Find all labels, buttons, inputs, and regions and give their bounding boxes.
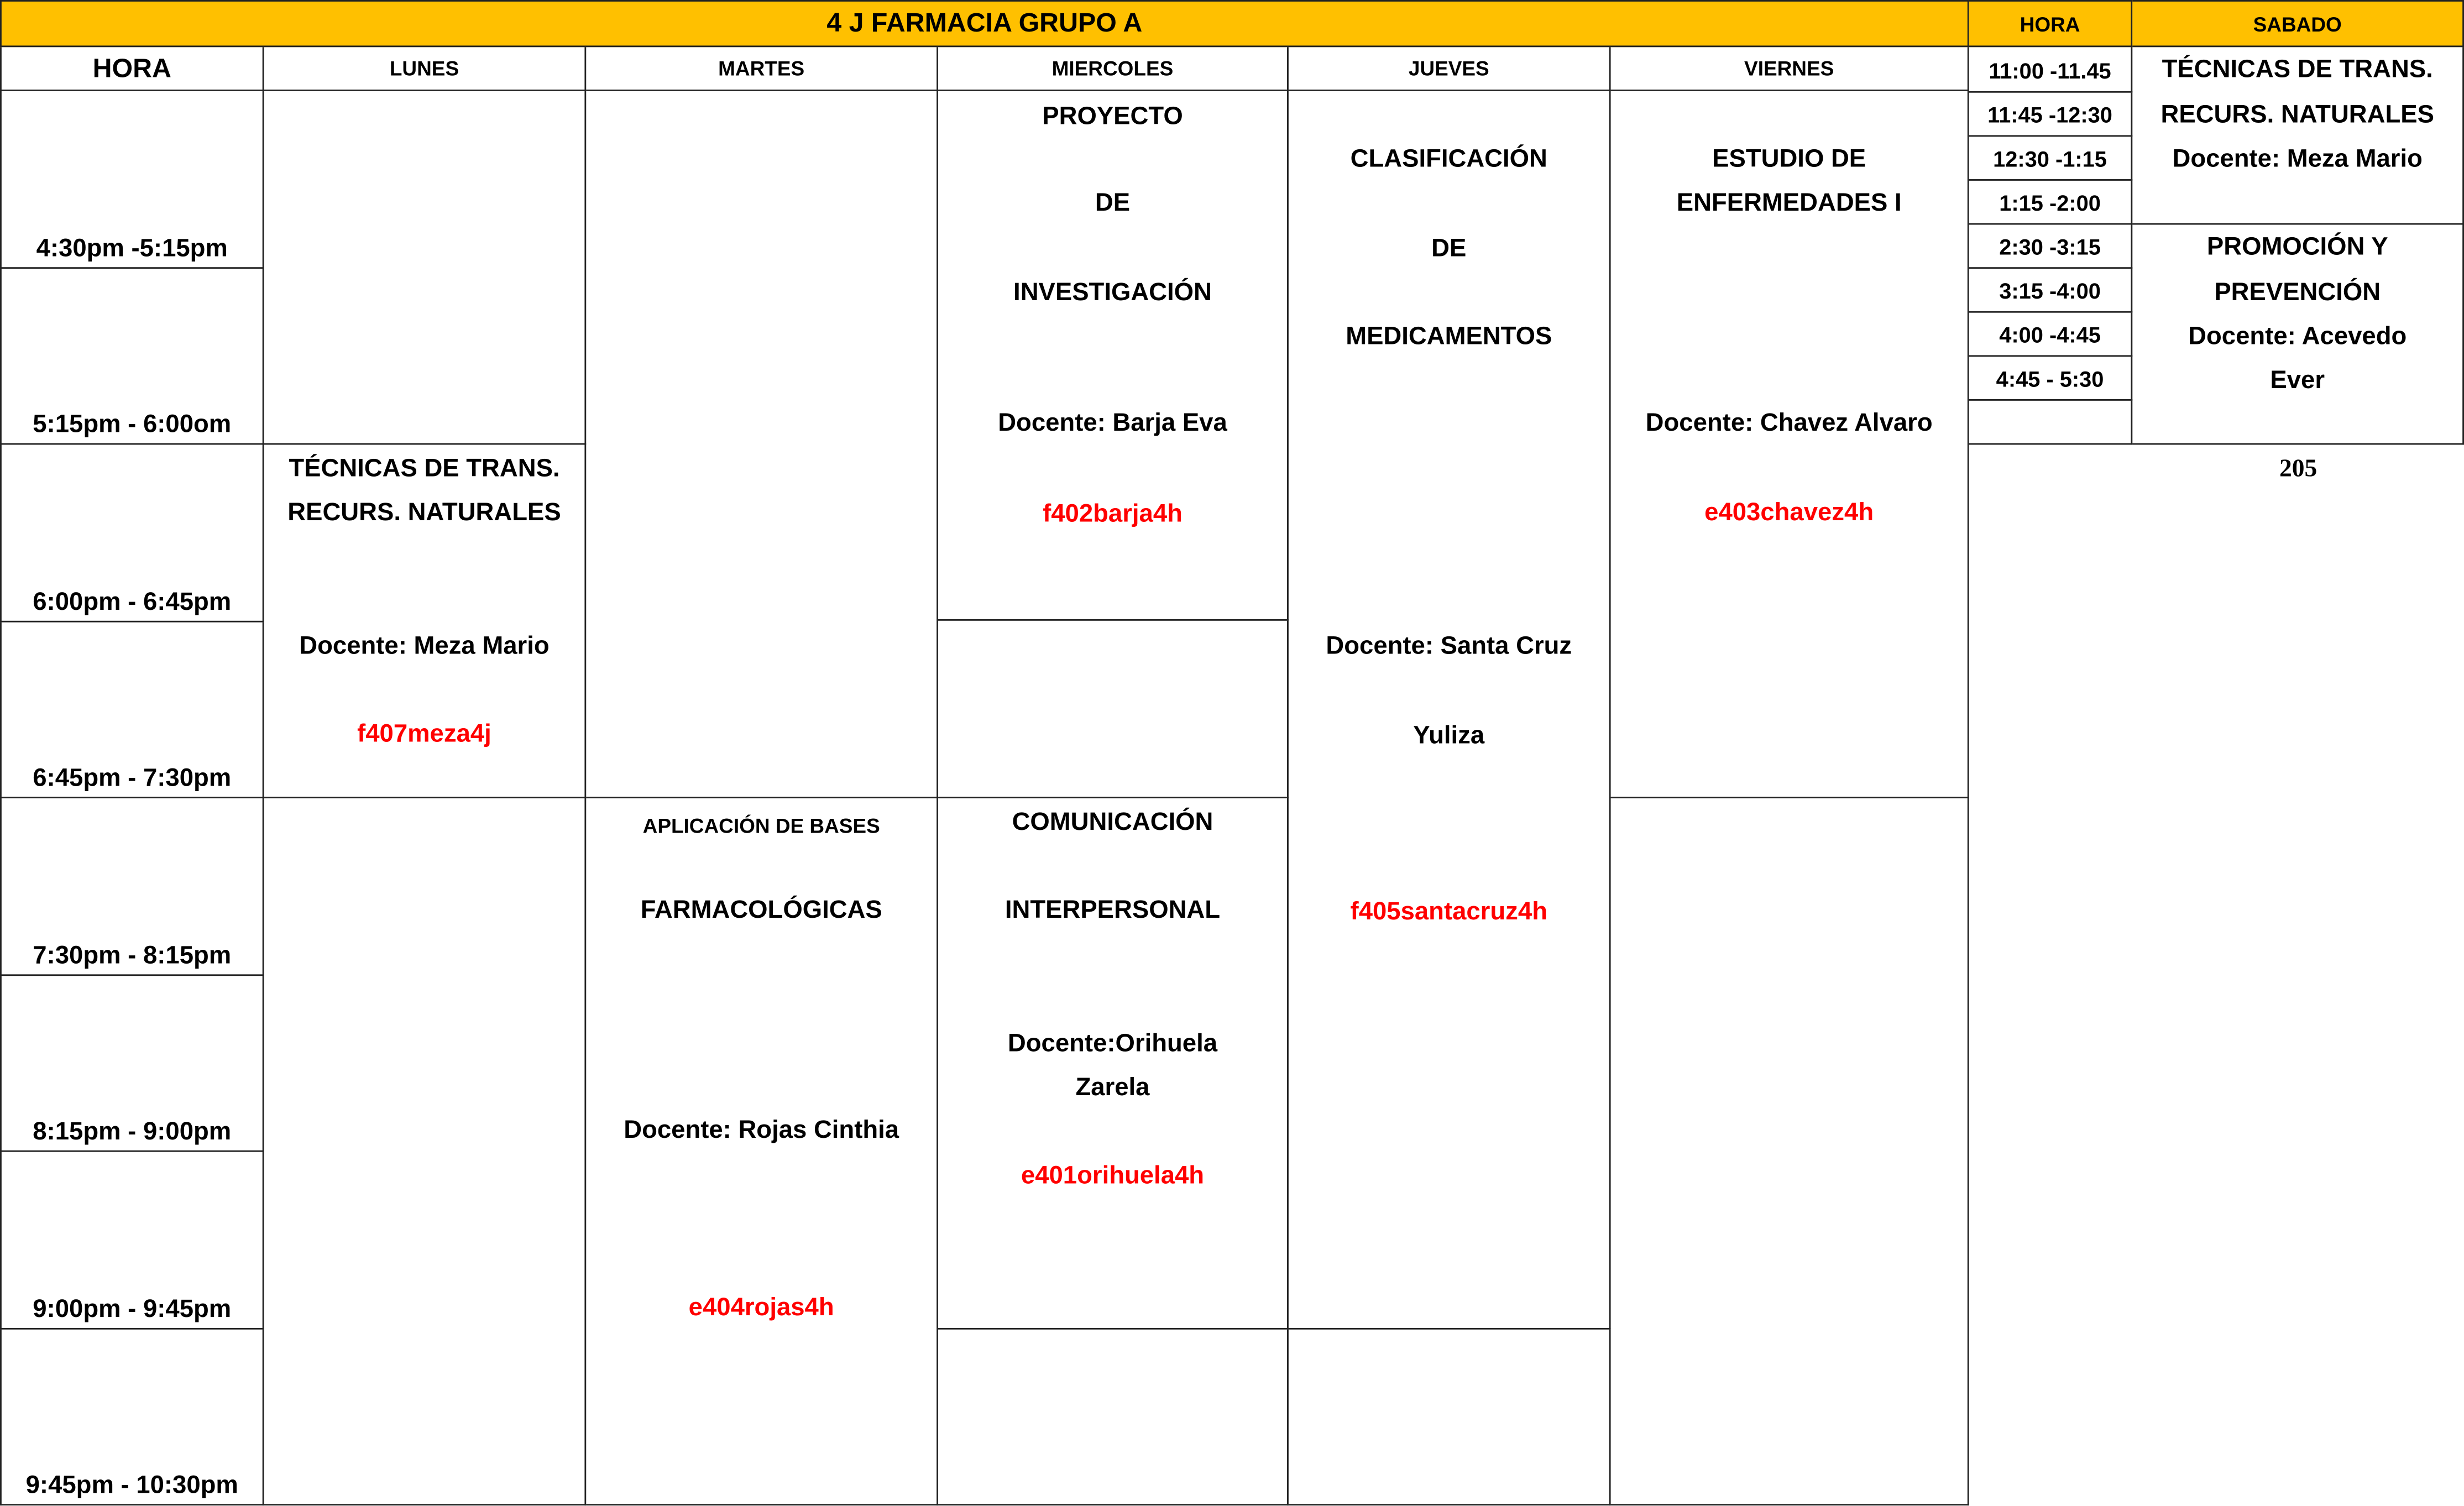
- course-title-line: INVESTIGACIÓN: [1013, 279, 1212, 307]
- miercoles-course-1: [938, 91, 1289, 621]
- course-title-line: PROYECTO: [1042, 103, 1183, 130]
- saturday-time-2: 11:45 -12:30: [1969, 93, 2133, 137]
- schedule-title: 4 J FARMACIA GRUPO A: [0, 0, 1969, 47]
- time-slot-8: 9:45pm - 10:30pm: [0, 1330, 264, 1505]
- saturday-hora-header: HORA: [1969, 0, 2133, 47]
- saturday-course-2: [2132, 224, 2464, 445]
- course-teacher: Docente: Rojas Cinthia: [624, 1117, 899, 1144]
- course-title-line: RECURS. NATURALES: [287, 499, 561, 527]
- martes-course: [586, 798, 938, 1505]
- jueves-course: [1289, 91, 1611, 1330]
- course-teacher: Docente: Barja Eva: [998, 410, 1227, 437]
- time-slot-6: 8:15pm - 9:00pm: [0, 976, 264, 1152]
- course-title-line: PROMOCIÓN Y: [2206, 234, 2388, 261]
- course-code: f405santacruz4h: [1350, 898, 1547, 926]
- miercoles-empty-2: [938, 1330, 1289, 1505]
- time-slot-2: 5:15pm - 6:00om: [0, 269, 264, 445]
- time-slot-5: 7:30pm - 8:15pm: [0, 798, 264, 976]
- saturday-time-7: 4:00 -4:45: [1969, 313, 2133, 357]
- course-teacher: Zarela: [1075, 1075, 1150, 1102]
- course-teacher: Docente: Chavez Alvaro: [1645, 410, 1933, 437]
- course-title-line: PREVENCIÓN: [2214, 279, 2381, 307]
- course-teacher: Docente: Acevedo: [2188, 323, 2407, 351]
- day-header-jueves: JUEVES: [1289, 47, 1611, 91]
- course-title-line: INTERPERSONAL: [1005, 897, 1221, 924]
- course-code: e404rojas4h: [688, 1295, 834, 1322]
- course-teacher: Yuliza: [1413, 723, 1485, 750]
- saturday-time-5: 2:30 -3:15: [1969, 224, 2133, 269]
- saturday-time-3: 12:30 -1:15: [1969, 137, 2133, 181]
- course-title-line: ESTUDIO DE: [1712, 146, 1866, 173]
- course-title-line: APLICACIÓN DE BASES: [642, 814, 880, 838]
- course-title-line: RECURS. NATURALES: [2160, 102, 2434, 129]
- saturday-course-1: [2132, 47, 2464, 224]
- time-slot-1: 4:30pm -5:15pm: [0, 91, 264, 269]
- day-header-viernes: VIERNES: [1611, 47, 1969, 91]
- martes-empty-top: [586, 91, 938, 798]
- course-title-line: MEDICAMENTOS: [1346, 323, 1552, 351]
- lunes-course: [264, 445, 587, 798]
- course-teacher: Ever: [2270, 368, 2325, 395]
- room-number: 205: [2279, 456, 2317, 483]
- course-title-line: FARMACOLÓGICAS: [640, 897, 882, 924]
- day-header-martes: MARTES: [586, 47, 938, 91]
- course-code: e401orihuela4h: [1021, 1163, 1205, 1190]
- course-teacher: Docente: Santa Cruz: [1326, 633, 1572, 660]
- day-header-miercoles: MIERCOLES: [938, 47, 1289, 91]
- course-teacher: Docente: Meza Mario: [2172, 146, 2423, 173]
- saturday-time-4: 1:15 -2:00: [1969, 181, 2133, 225]
- course-code: e403chavez4h: [1704, 499, 1874, 527]
- saturday-time-8: 4:45 - 5:30: [1969, 357, 2133, 401]
- miercoles-empty-1: [938, 621, 1289, 798]
- course-title-line: TÉCNICAS DE TRANS.: [289, 456, 560, 483]
- viernes-empty: [1611, 798, 1969, 1505]
- course-title-line: DE: [1095, 190, 1131, 217]
- saturday-day-header: SABADO: [2132, 0, 2464, 47]
- miercoles-course-2: [938, 798, 1289, 1330]
- lunes-empty-bottom: [264, 798, 587, 1505]
- jueves-empty: [1289, 1330, 1611, 1505]
- course-title-line: DE: [1431, 236, 1467, 263]
- course-title-line: COMUNICACIÓN: [1012, 809, 1213, 836]
- course-code: f407meza4j: [357, 721, 491, 749]
- time-slot-3: 6:00pm - 6:45pm: [0, 445, 264, 622]
- viernes-course: [1611, 91, 1969, 798]
- saturday-time-6: 3:15 -4:00: [1969, 269, 2133, 313]
- course-title-line: CLASIFICACIÓN: [1350, 146, 1547, 173]
- course-title-line: TÉCNICAS DE TRANS.: [2162, 56, 2433, 83]
- time-slot-7: 9:00pm - 9:45pm: [0, 1152, 264, 1330]
- lunes-empty-top: [264, 91, 587, 445]
- saturday-time-empty: [1969, 401, 2133, 445]
- saturday-time-1: 11:00 -11.45: [1969, 47, 2133, 92]
- course-title-line: ENFERMEDADES I: [1676, 190, 1902, 217]
- course-code: f402barja4h: [1043, 501, 1183, 529]
- hora-header: HORA: [0, 47, 264, 91]
- course-teacher: Docente: Meza Mario: [299, 633, 550, 660]
- time-slot-4: 6:45pm - 7:30pm: [0, 623, 264, 798]
- day-header-lunes: LUNES: [264, 47, 587, 91]
- course-teacher: Docente:Orihuela: [1007, 1031, 1218, 1058]
